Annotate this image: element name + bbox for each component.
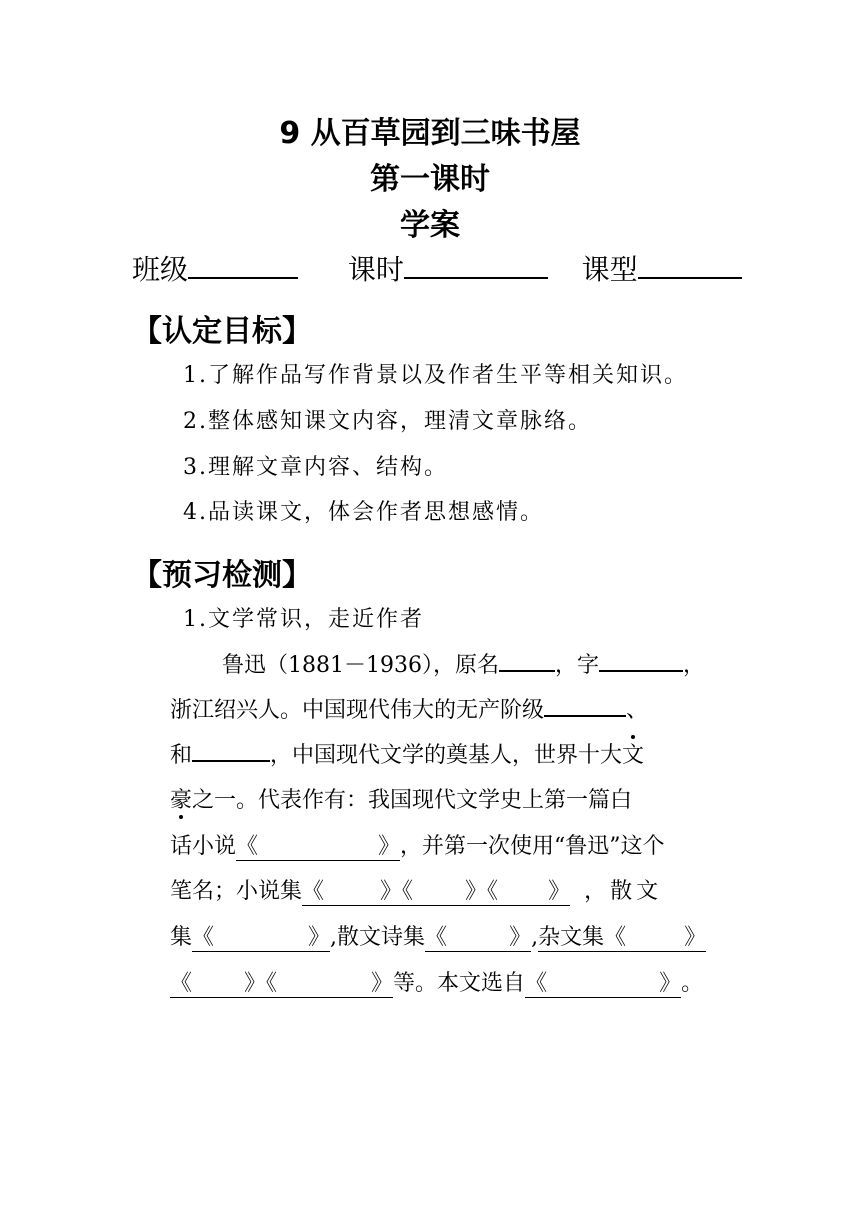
- text-segment: 浙江绍兴人。中国现代伟大的无产阶级: [170, 698, 545, 723]
- source-collection-blank[interactable]: 《 》: [525, 966, 681, 998]
- essay-collection-blank[interactable]: 《 》: [192, 920, 330, 952]
- class-label: 班级: [132, 253, 189, 286]
- text-segment: 集: [170, 925, 193, 950]
- class-blank[interactable]: [188, 251, 298, 279]
- type-blank[interactable]: [638, 251, 742, 279]
- emphasis-char: 豪: [170, 788, 193, 813]
- text-segment: 之一。代表作有：我国现代文学史上第一篇白: [192, 788, 633, 813]
- hour-blank[interactable]: [404, 251, 548, 279]
- type-label: 课型: [581, 253, 638, 286]
- role-blank-1[interactable]: [544, 695, 626, 717]
- para-line: [170, 920, 732, 952]
- text-segment: ，散文: [584, 879, 663, 904]
- prose-poem-blank[interactable]: 《 》: [425, 920, 531, 952]
- text-segment: ,: [531, 925, 539, 950]
- role-blank-2[interactable]: [192, 740, 270, 762]
- preview-item-1: 1.文学常识，走近作者: [183, 607, 424, 632]
- para-line: [170, 829, 732, 861]
- goals-heading: 【认定目标】: [132, 314, 312, 349]
- text-segment: 笔名；小说集: [170, 879, 303, 904]
- first-story-blank[interactable]: 《 》: [236, 829, 400, 861]
- miscellany-blank-1[interactable]: 杂文集《 》: [538, 920, 706, 952]
- text-segment: 、: [626, 698, 649, 723]
- goal-item: 3.理解文章内容、结构。: [183, 455, 448, 480]
- lesson-title: 9 从百草园到三味书屋: [279, 116, 581, 151]
- goal-item: 4.品读课文，体会作者思想感情。: [183, 500, 544, 525]
- para-line: [170, 738, 732, 769]
- goal-item: 1.了解作品写作背景以及作者生平等相关知识。: [183, 363, 688, 388]
- para-line: [170, 874, 732, 906]
- para-line: [170, 693, 732, 724]
- text-segment: ，: [683, 653, 706, 678]
- hour-label: 课时: [347, 253, 404, 286]
- story-collections-blank[interactable]: 《 》《 》《 》: [302, 874, 570, 906]
- preview-heading: 【预习检测】: [132, 558, 312, 593]
- text-segment: 。: [681, 971, 704, 996]
- text-segment: 和: [170, 743, 193, 768]
- courtesy-name-blank[interactable]: [599, 650, 683, 672]
- para-line: [170, 783, 732, 814]
- info-row: [132, 248, 732, 288]
- text-segment: 鲁迅（1881－1936），原名: [222, 653, 499, 678]
- text-segment: ，并第一次使用“鲁迅”这个: [400, 834, 665, 859]
- text-segment: ,散文诗集: [330, 925, 426, 950]
- miscellany-blank-2[interactable]: 《 》《 》: [170, 966, 393, 998]
- period-title: 第一课时: [370, 162, 490, 197]
- text-segment: 话小说: [170, 834, 237, 859]
- para-line: [222, 648, 732, 679]
- emphasis-char: 文: [622, 743, 645, 768]
- text-segment: 等。本文选自: [393, 971, 526, 996]
- kind-title: 学案: [400, 208, 460, 243]
- text-segment: ，中国现代文学的奠基人，世界十大: [270, 743, 623, 768]
- name-blank[interactable]: [499, 650, 555, 672]
- text-segment: ，字: [554, 653, 599, 678]
- para-line: [170, 966, 732, 998]
- goal-item: 2.整体感知课文内容，理清文章脉络。: [183, 409, 592, 434]
